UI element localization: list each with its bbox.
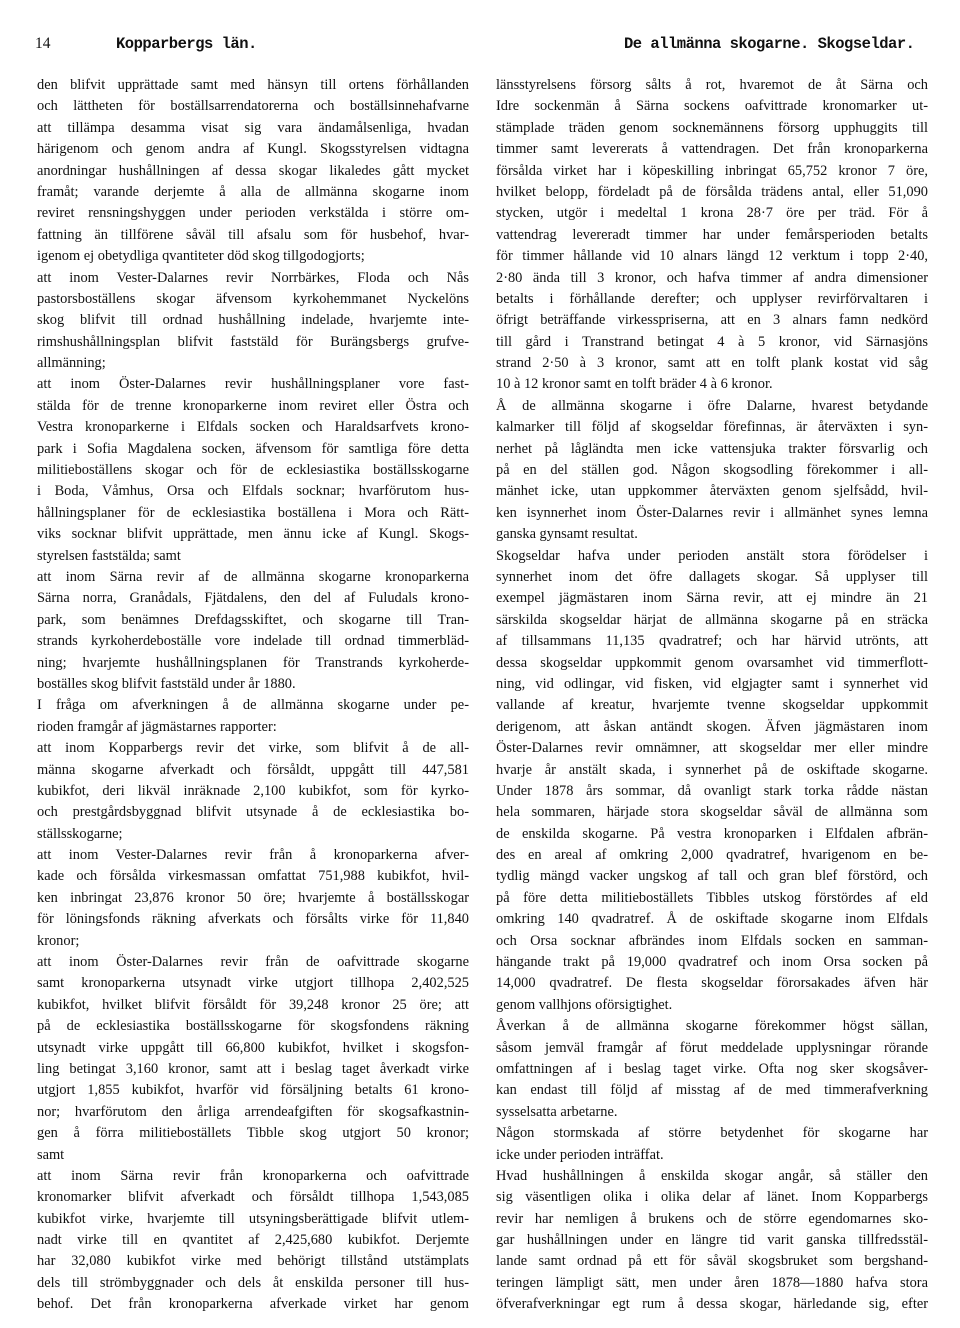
text-line: Vestra kronoparkerne i Elfdals socken och Haraldsarfvets krono- bbox=[37, 419, 469, 436]
left-text-column bbox=[37, 75, 469, 1316]
text-line: att inom Särna revir från kronoparkerna och oafvittrade bbox=[37, 1167, 469, 1184]
text-line: omfattningen af i beslag taget virke. Ofta nog sker skogsåver- bbox=[496, 1060, 928, 1077]
text-line: tydlig mängd vacker ungskog af tall och gran blef förstörd, och bbox=[496, 868, 928, 885]
text-line: försålda virket har i köpeskilling inbringat 65,752 kronor 7 öre, bbox=[496, 162, 928, 179]
right-text-column bbox=[496, 75, 928, 1316]
text-line: att tillämpa desamma visat sig vara ändamålsenliga, hvadan bbox=[37, 119, 469, 136]
text-line: för timmer hållande vid 10 alnars längd 12 verktum i topp 2·40, bbox=[496, 248, 928, 265]
text-line: ning; hvarjemte hushållningsplanen för Transtrands kyrkoherde- bbox=[37, 654, 469, 671]
text-line: ställsskogarne; bbox=[37, 825, 123, 842]
text-line: derigenom, att åskan antändt skogen. Äfven jägmästaren inom bbox=[496, 718, 928, 735]
text-line: vallande af kreatur, hvarjemte tvenne skogseldar uppkommit bbox=[496, 697, 928, 714]
text-line: sig väsentligen olika i olika delar af länet. Inom Kopparbergs bbox=[496, 1189, 928, 1206]
text-line: och Orsa socknar afbrändes inom Elfdals socken en samman- bbox=[496, 932, 928, 949]
text-line: på de ecklesiastika boställsskogarne för skogsfondens räkning bbox=[37, 1018, 469, 1035]
text-line: strands kyrkoherdeboställe vore indelade till ordnad timmerbläd- bbox=[37, 633, 469, 650]
text-line: dessa skogseldar uppkommit genom ovarsamhet vid timmerflott- bbox=[496, 654, 928, 671]
text-line: gen å förra militieboställets Tibble skog utgjort 50 kronor; bbox=[37, 1125, 469, 1142]
text-line: Hvad hushållningen å enskilda skogar angår, så ställer den bbox=[496, 1167, 928, 1184]
text-line: viks socknar blifvit upprättade, men ännu icke af Kungl. Skogs- bbox=[37, 526, 469, 543]
text-line: nadt virke till en qvantitet af 2,425,680 kubikfot. Derjemte bbox=[37, 1232, 469, 1249]
page-number: 14 bbox=[35, 35, 51, 52]
text-line: allmänning; bbox=[37, 355, 106, 372]
text-line: Under 1878 års sommar, då ovanligt stark torka rådde nästan bbox=[496, 782, 928, 799]
text-line: Å de allmänna skogarne i öfre Dalarne, hvarest betydande bbox=[496, 397, 928, 414]
text-line: samt bbox=[37, 1146, 65, 1163]
text-line: icke under perioden inträffat. bbox=[496, 1146, 664, 1163]
text-line: kan endast till följd af misstag af de med timmerafverkning bbox=[496, 1082, 928, 1099]
text-line: kubikfot, hvilket blifvit försåldt för 39,248 kronor 25 öre; att bbox=[37, 996, 469, 1013]
text-line: militieboställens skogar och för de ecklesiastika boställsskogarne bbox=[37, 462, 469, 479]
text-line: fattning än tillförene såväl till afsalu som för husbehof, hvar- bbox=[37, 226, 469, 243]
text-line: park i Sofia Magdalena socken, äfvensom för samtliga före detta bbox=[37, 440, 469, 457]
text-line: kalmarker till följd af skogseldar förefinnas, är återväxten i syn- bbox=[496, 419, 928, 436]
text-line: sysselsatta arbetarne. bbox=[496, 1103, 618, 1120]
text-line: har 32,080 kubikfot virke med behörigt tillstånd utstämplats bbox=[37, 1253, 469, 1270]
text-line: skog blifvit till ordnad hushållning indelade, hvarjemte inte- bbox=[37, 312, 469, 329]
text-line: att inom Särna revir af de allmänna skogarne kronoparkerna bbox=[37, 568, 469, 585]
text-line: omkring 140 qvadratref. Å de oskiftade skogarne inom Elfdals bbox=[496, 911, 928, 928]
text-line: hela sommaren, härjade stora skogseldar såväl de allmänna som bbox=[496, 804, 928, 821]
text-line: stälda för de trenne kronoparkerne inom reviret eller Östra och bbox=[37, 397, 469, 414]
text-line: lande samt ordnad på ett för såväl skogsbruket som bergshand- bbox=[496, 1253, 928, 1270]
text-line: öfrigt beträffande virkesspriserna, att en 3 alnars famn nedkörd bbox=[496, 312, 928, 329]
text-line: 2·80 ända till 3 kronor, och hafva timmer af andra dimensioner bbox=[496, 269, 928, 286]
text-line: särskilda skogseldar härjat de allmänna skogarne på en sträcka bbox=[496, 611, 928, 628]
text-line: 10 à 12 kronor samt en tolft bräder 4 à 6 kronor. bbox=[496, 376, 773, 393]
text-line: igenom ej obetydliga qvantiteter död skog tillgodogjorts; bbox=[37, 248, 365, 265]
text-line: härigenom och genom andra af Kungl. Skogsstyrelsen vidtagna bbox=[37, 141, 469, 158]
text-line: Särna norra, Granådals, Fjätdalens, den del af Fuludals krono- bbox=[37, 590, 469, 607]
text-line: exempel jägmästaren inom Särna revir, att ej mindre än 21 bbox=[496, 590, 928, 607]
text-line: att inom Kopparbergs revir det virke, som blifvit å de all- bbox=[37, 740, 469, 757]
right-running-title: De allmänna skogarne. Skogseldar. bbox=[624, 35, 915, 53]
text-line: I fråga om afverkningen å de allmänna skogarne under pe- bbox=[37, 697, 469, 714]
text-line: park, som benämnes Drefdagsskiftet, och skogarne till Tran- bbox=[37, 611, 469, 628]
text-line: Någon stormskada af större betydenhet för skogarne har bbox=[496, 1125, 928, 1142]
text-line: såsom jemväl framgår af förut meddelade upplysningar rörande bbox=[496, 1039, 928, 1056]
text-line: stämplade träden genom socknemännens försorg upphuggits till bbox=[496, 119, 928, 136]
text-line: kronomarker blifvit afverkadt och försåldt tillhopa 1,543,085 bbox=[37, 1189, 469, 1206]
text-line: anordningar hushållningen af dessa skogar likaledes gått mycket bbox=[37, 162, 469, 179]
text-line: revir har nemligen å brukens och de större egendomarnes sko- bbox=[496, 1210, 928, 1227]
text-line: rimshushållningsplan blifvit faststäld för Burängsbergs grufve- bbox=[37, 333, 469, 350]
text-line: att inom Öster-Dalarnes revir hushållningsplaner vore fast- bbox=[37, 376, 469, 393]
text-line: ken isynnerhet inom Öster-Dalarnes revir i allmänhet synes lemna bbox=[496, 504, 928, 521]
text-line: hvilket belopp, fördeladt på de försålda trädens antal, eller 51,090 bbox=[496, 183, 928, 200]
text-line: styrelsen faststälda; samt bbox=[37, 547, 181, 564]
text-line: kronor; bbox=[37, 932, 80, 949]
text-line: reviret rensningshyggen under perioden verkstälda i större om- bbox=[37, 205, 469, 222]
text-line: ken inbringat 23,876 kronor 50 öre; hvarjemte å boställsskogar bbox=[37, 889, 469, 906]
text-line: Idre sockenmän å Särna sockens oafvittrade kronomarker ut- bbox=[496, 98, 928, 115]
text-line: rioden framgår af jägmästarnes rapporter: bbox=[37, 718, 277, 735]
text-line: att inom Öster-Dalarnes revir från de oafvittrade skogarne bbox=[37, 954, 469, 971]
text-line: stycken, utgör i medeltal 1 krona 28·7 öre per träd. För å bbox=[496, 205, 928, 222]
text-line: 14,000 qvadratref. De flesta skogseldar förorsakades äfven här bbox=[496, 975, 928, 992]
text-line: ning, vid odlingar, vid fisken, vid elgjagter samt i synnerhet vid bbox=[496, 675, 928, 692]
text-line: att inom Vester-Dalarnes revir Norrbärkes, Floda och Nås bbox=[37, 269, 469, 286]
text-line: framåt; varande derjemte å alla de allmänna skogarne inom bbox=[37, 183, 469, 200]
text-line: Skogseldar hafva under perioden anstält stora förödelser i bbox=[496, 547, 928, 564]
text-line: och prestgårdsbyggnad blifvit utsynade å de ecklesiastika bo- bbox=[37, 804, 469, 821]
text-line: i Boda, Våmhus, Orsa och Elfdals socknar; hvarförutom hus- bbox=[37, 483, 469, 500]
text-line: timmer samt levererats å vattendragen. Det från kronoparkerna bbox=[496, 141, 928, 158]
text-line: af tillsammans 11,135 qvadratref; och har härvid utrönts, att bbox=[496, 633, 928, 650]
text-line: på före detta militieboställets Tibbles utskog förstördes af eld bbox=[496, 889, 928, 906]
text-line: hvarje år anstält skada, i synnerhet på de oskiftade skogarne. bbox=[496, 761, 928, 778]
text-line: och lättheten för boställsarrendatorerna och boställsinnehafvarne bbox=[37, 98, 469, 115]
text-line: hållningsplaner för de ecklesiastika boställena i Mora och Rätt- bbox=[37, 504, 469, 521]
text-line: hängande trakt på 19,000 qvadratref och inom Orsa socken på bbox=[496, 954, 928, 971]
text-line: den blifvit upprättade samt med hänsyn till ortens förhållanden bbox=[37, 77, 469, 93]
text-line: des en areal af omkring 2,000 qvadratref, hvarigenom en be- bbox=[496, 847, 928, 864]
text-line: länsstyrelsens försorg sålts å rot, hvaremot de åt Särna och bbox=[496, 77, 928, 93]
text-line: vattendrag levereradt timmer har under femårsperioden betalts bbox=[496, 226, 928, 243]
text-line: Öster-Dalarnes revir omnämner, att skogseldar mer eller mindre bbox=[496, 740, 928, 757]
text-line: till gård i Transtrand betingat 4 à 5 kronor, vid Särnasjöns bbox=[496, 333, 928, 350]
text-line: pastorsboställens skogar äfvensom kyrkohemmanet Nyckelöns bbox=[37, 290, 469, 307]
text-line: att inom Vester-Dalarnes revir från å kronoparkerna afver- bbox=[37, 847, 469, 864]
text-line: boställes skog blifvit faststäld under år 1880. bbox=[37, 675, 296, 692]
text-line: nor; hvarförutom den årliga arrendeafgiften för skogsafkastnin- bbox=[37, 1103, 469, 1120]
text-line: kubikfot, deri likväl inräknade 2,100 kubikfot, som för kyrko- bbox=[37, 782, 469, 799]
text-line: på en del ställen god. Någon skogsodling förekommer i all- bbox=[496, 462, 928, 479]
text-line: de enskilda skogarne. På vestra kronoparken i Elfdalen afbrän- bbox=[496, 825, 928, 842]
text-line: synnerhet inom det öfre dallagets skogar. Så upplyser till bbox=[496, 568, 928, 585]
text-line: betalts i förhållande derefter; och upplyser revirförvaltaren i bbox=[496, 290, 928, 307]
text-line: strand 2·50 à 3 kronor, samt att en tolft plank kostat vid såg bbox=[496, 355, 928, 372]
left-running-title: Kopparbergs län. bbox=[116, 35, 257, 53]
text-line: teringen lämpligt sätt, men under åren 1878—1880 hafva stora bbox=[496, 1274, 928, 1291]
text-line: behof. Det från kronoparkerna afverkade virket har genom bbox=[37, 1296, 469, 1313]
text-line: mänhet icke, utan uppkommer återväxten genom sjelfsådd, hvil- bbox=[496, 483, 928, 500]
text-line: kubikfot virke, hvarjemte till utsyningsberättigade blifvit utlem- bbox=[37, 1210, 469, 1227]
text-line: utsynadt virke uppgått till 66,800 kubikfot, hvilket i skogsfon- bbox=[37, 1039, 469, 1056]
text-line: nerhet på lågländta men icke vattensjuka trakter försvarlig och bbox=[496, 440, 928, 457]
text-line: kade och försålda virkesmassan omfattat 751,988 kubikfot, hvil- bbox=[37, 868, 469, 885]
text-line: genom vallhjons oförsigtighet. bbox=[496, 996, 673, 1013]
text-line: ganska gynsamt resultat. bbox=[496, 526, 638, 543]
text-line: dels till strömbyggnader och dels åt enskilda personer till hus- bbox=[37, 1274, 469, 1291]
text-line: samt kronoparkerna utsynadt virke utgjort tillhopa 2,402,525 bbox=[37, 975, 469, 992]
text-line: öfverafverkningar egt rum å dessa skogar, härledande sig, efter bbox=[496, 1296, 928, 1313]
text-line: männa skogarne afverkadt och försåldt, uppgått till 447,581 bbox=[37, 761, 469, 778]
text-line: Åverkan å de allmänna skogarne förekommer högst sällan, bbox=[496, 1018, 928, 1035]
text-line: utgjort 1,855 kubikfot, hvarför vid försäljning betalts 61 krono- bbox=[37, 1082, 469, 1099]
text-line: för löningsfonds räkning afverkats och försålts virke för 11,840 bbox=[37, 911, 469, 928]
text-line: gar hushållningen under en längre tid varit ganska tillfredsstäl- bbox=[496, 1232, 928, 1249]
text-line: ling betingat 3,160 kronor, samt att i beslag taget åverkadt virke bbox=[37, 1060, 469, 1077]
